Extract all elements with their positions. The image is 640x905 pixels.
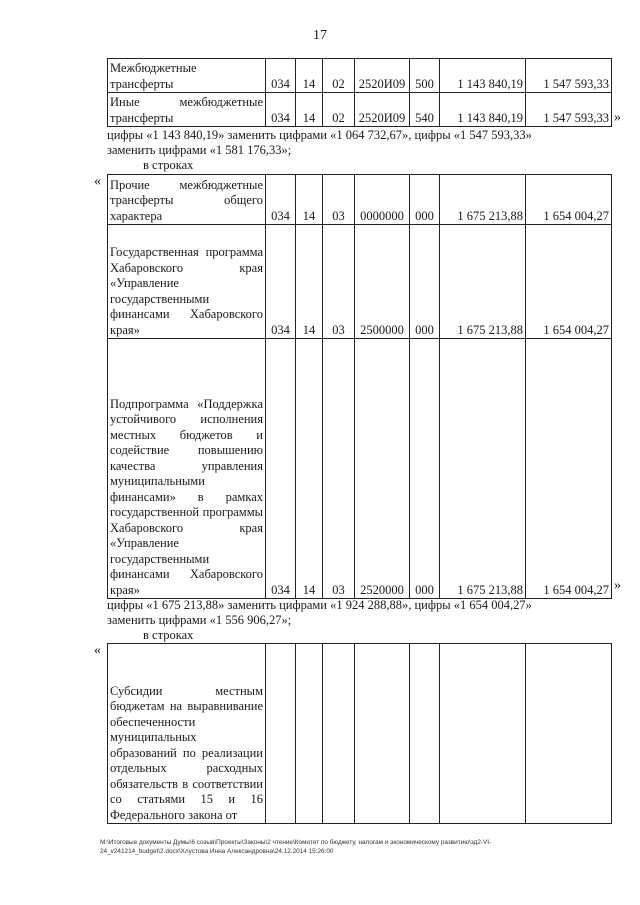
cell-amount-2: 1 654 004,27 (526, 225, 612, 339)
cell-section: 14 (296, 339, 323, 599)
row-name: Субсидии местным бюджетам на выравнивание обеспеченности муниципальных образований по реализации отдельных расходных обязательств в соответствии со статьями 15 и 16 Федерального закона от (108, 644, 266, 824)
cell-target-code: 2520И09 (355, 93, 410, 127)
table-row (108, 644, 612, 824)
cell-section: 14 (296, 175, 323, 225)
cell-amount-1 (440, 644, 526, 824)
cell-subsection: 02 (323, 59, 355, 93)
row-name: Прочие межбюджетные трансферты общего характера (108, 175, 266, 225)
cell-section: 14 (296, 93, 323, 127)
cell-subsection: 03 (323, 225, 355, 339)
cell-ministry (266, 644, 296, 824)
instruction-line: заменить цифрами «1 556 906,27»; (107, 613, 292, 627)
cell-subsection: 02 (323, 93, 355, 127)
table-fragment-2 (107, 174, 612, 599)
in-rows-label: в строках (143, 158, 194, 172)
in-rows-label: в строках (143, 628, 194, 642)
cell-type-code: 540 (410, 93, 440, 127)
cell-target-code (355, 644, 410, 824)
instruction-line: заменить цифрами «1 581 176,33»; (107, 143, 292, 157)
table-fragment-3 (107, 643, 612, 824)
cell-amount-2 (526, 644, 612, 824)
cell-target-code: 2500000 (355, 225, 410, 339)
cell-section: 14 (296, 225, 323, 339)
cell-subsection (323, 644, 355, 824)
cell-amount-2: 1 654 004,27 (526, 339, 612, 599)
cell-type-code: 000 (410, 339, 440, 599)
cell-amount-2: 1 654 004,27 (526, 175, 612, 225)
cell-amount-2: 1 547 593,33 (526, 93, 612, 127)
close-quote: » (614, 578, 621, 593)
cell-target-code: 2520000 (355, 339, 410, 599)
open-quote: « (94, 174, 101, 189)
page-number: 17 (313, 28, 327, 43)
cell-section: 14 (296, 59, 323, 93)
row-name: Государственная программа Хабаровского края «Управление государственными финансами Хабаровского края» (108, 225, 266, 339)
cell-amount-1: 1 143 840,19 (440, 59, 526, 93)
file-path-footer (100, 838, 620, 856)
cell-amount-1: 1 675 213,88 (440, 339, 526, 599)
cell-type-code: 000 (410, 225, 440, 339)
cell-type-code (410, 644, 440, 824)
cell-amount-1: 1 675 213,88 (440, 225, 526, 339)
table-row (108, 59, 612, 93)
footer-line: 24_v241214_budget\2.docx\Хлустова Инна Александровна\24.12.2014 15:26:00 (100, 848, 334, 855)
cell-ministry: 034 (266, 175, 296, 225)
cell-ministry: 034 (266, 59, 296, 93)
cell-ministry: 034 (266, 339, 296, 599)
open-quote: « (94, 643, 101, 658)
table-fragment-1 (107, 58, 612, 127)
table-row (108, 225, 612, 339)
instruction-line: цифры «1 143 840,19» заменить цифрами «1 064 732,67», цифры «1 547 593,33» (107, 128, 532, 142)
cell-target-code: 0000000 (355, 175, 410, 225)
cell-subsection: 03 (323, 339, 355, 599)
cell-section (296, 644, 323, 824)
cell-type-code: 500 (410, 59, 440, 93)
cell-ministry: 034 (266, 225, 296, 339)
cell-amount-2: 1 547 593,33 (526, 59, 612, 93)
cell-type-code: 000 (410, 175, 440, 225)
cell-amount-1: 1 143 840,19 (440, 93, 526, 127)
cell-amount-1: 1 675 213,88 (440, 175, 526, 225)
instruction-line: цифры «1 675 213,88» заменить цифрами «1 924 288,88», цифры «1 654 004,27» (107, 598, 532, 612)
footer-line: M:\Итоговые документы Думы\6 созыв\Проекты\Законы\2 чтение\Комитет по бюджету, налогам и экономическому развитию\зд2-VI- (100, 839, 492, 846)
table-row (108, 339, 612, 599)
table-row (108, 93, 612, 127)
row-name: Подпрограмма «Поддержка устойчивого исполнения местных бюджетов и содействие повышению качества управления муниципальными финансами» в рамках государственной программы Хабаровского края «Управление государственными финансами Хабаровского края» (108, 339, 266, 599)
row-name: Межбюджетные трансферты (108, 59, 266, 93)
row-name: Иные межбюджетные трансферты (108, 93, 266, 127)
cell-subsection: 03 (323, 175, 355, 225)
cell-target-code: 2520И09 (355, 59, 410, 93)
close-quote: » (614, 110, 621, 125)
table-row (108, 175, 612, 225)
cell-ministry: 034 (266, 93, 296, 127)
